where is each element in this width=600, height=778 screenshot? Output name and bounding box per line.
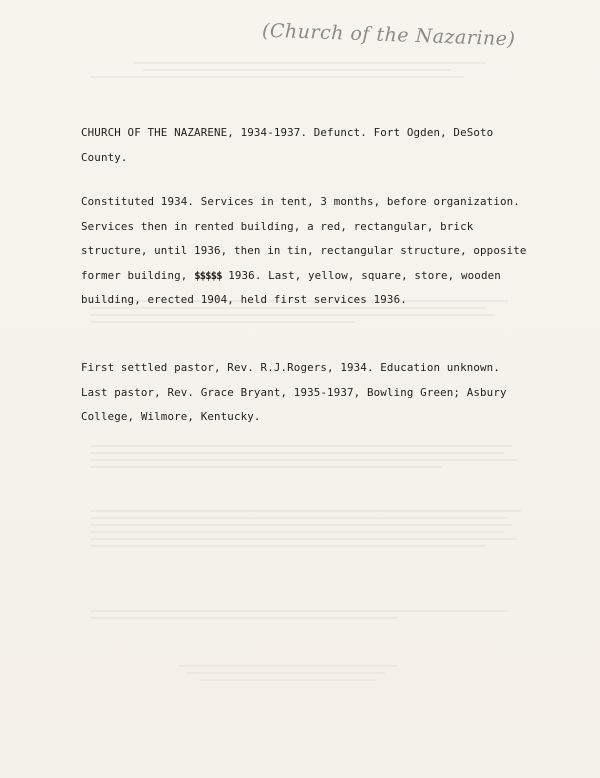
text-line: First settled pastor, Rev. R.J.Rogers, 1934. Education unknown. <box>81 361 500 374</box>
text-line: Constituted 1934. Services in tent, 3 months, before organization. <box>81 195 520 208</box>
paragraph-history <box>81 190 571 313</box>
text-line: building, erected 1904, held first services 1936. <box>81 293 407 306</box>
text-segment: 1936. Last, yellow, square, store, wooden <box>221 268 501 282</box>
bleed-through-text <box>90 510 530 552</box>
text-line: Services then in rented building, a red, rectangular, brick <box>81 219 474 233</box>
handwritten-annotation: (Church of the Nazarine) <box>261 19 516 51</box>
text-segment: former building, <box>81 268 195 282</box>
text-line: Last pastor, Rev. Grace Bryant, 1935-1937, Bowling Green; Asbury <box>81 385 507 399</box>
paragraph-heading <box>81 121 571 170</box>
text-line: College, Wilmore, Kentucky. <box>81 410 261 423</box>
struck-out-text: $$$$$ <box>194 268 222 282</box>
bleed-through-text <box>90 610 530 624</box>
bleed-through-text <box>90 665 530 686</box>
text-line: CHURCH OF THE NAZARENE, 1934-1937. Defunct. Fort Ogden, DeSoto <box>81 126 494 139</box>
paragraph-pastors <box>81 356 571 430</box>
bleed-through-text <box>90 445 530 473</box>
text-line-with-strikeout <box>81 264 571 289</box>
bleed-through-text <box>90 62 530 83</box>
text-line: structure, until 1936, then in tin, rectangular structure, opposite <box>81 244 527 257</box>
text-line: County. <box>81 150 128 164</box>
